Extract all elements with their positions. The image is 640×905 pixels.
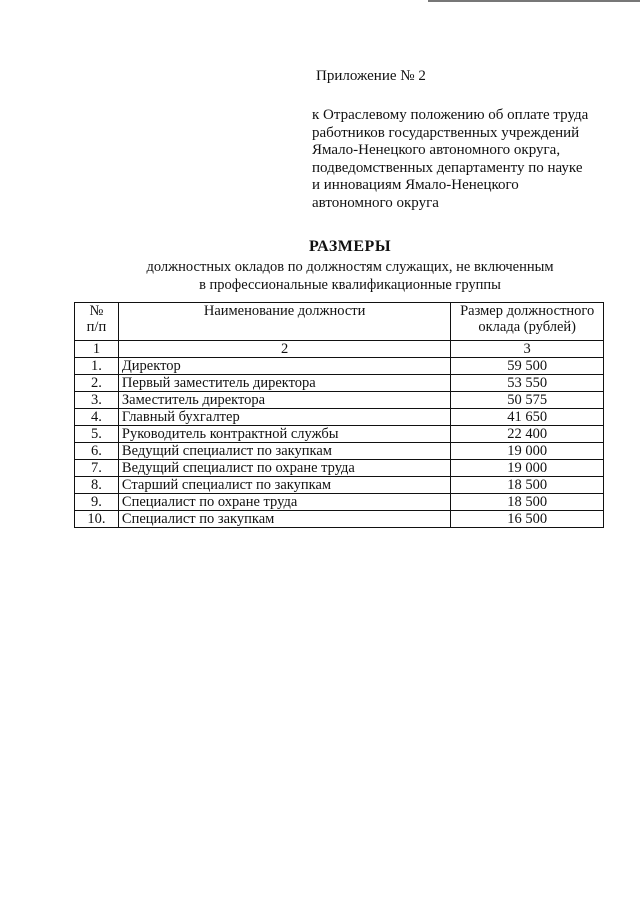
appendix-note-line: автономного округа [312,194,439,211]
salary-value: 16 500 [451,511,604,528]
row-number: 9. [75,494,119,511]
position-name: Специалист по охране труда [118,494,450,511]
position-name: Главный бухгалтер [118,409,450,426]
position-name: Первый заместитель директора [118,375,450,392]
row-number: 10. [75,511,119,528]
table-row [75,460,604,477]
table-row [75,375,604,392]
table-row [75,477,604,494]
table-header-row [75,303,604,341]
column-number: 2 [118,341,450,358]
table-row [75,392,604,409]
row-number: 7. [75,460,119,477]
row-number: 2. [75,375,119,392]
row-number: 5. [75,426,119,443]
salary-value: 19 000 [451,443,604,460]
header-salary: Размер должностного оклада (рублей) [451,303,604,341]
table-row [75,494,604,511]
salary-value: 19 000 [451,460,604,477]
table-row [75,511,604,528]
table-row [75,443,604,460]
salary-value: 18 500 [451,477,604,494]
row-number: 4. [75,409,119,426]
column-number-row [75,341,604,358]
position-name: Ведущий специалист по охране труда [118,460,450,477]
header-number: № п/п [75,303,119,341]
table-row [75,426,604,443]
salary-value: 18 500 [451,494,604,511]
row-number: 3. [75,392,119,409]
appendix-note-line: Ямало-Ненецкого автономного округа, [312,142,561,159]
row-number: 6. [75,443,119,460]
table-body [75,358,604,528]
document-subtitle [60,259,640,294]
position-name: Заместитель директора [118,392,450,409]
row-number: 1. [75,358,119,375]
position-name: Ведущий специалист по закупкам [118,443,450,460]
salary-value: 22 400 [451,426,604,443]
column-number: 3 [451,341,604,358]
salary-value: 53 550 [451,375,604,392]
position-name: Директор [118,358,450,375]
appendix-title: Приложение № 2 [316,68,426,84]
salary-value: 50 575 [451,392,604,409]
table-row [75,358,604,375]
document-title: РАЗМЕРЫ [308,238,392,255]
row-number: 8. [75,477,119,494]
salary-table [74,302,604,528]
subtitle-line: должностных окладов по должностям служащих, не включенным [146,259,554,275]
table-row [75,409,604,426]
column-number: 1 [75,341,119,358]
top-edge-rule [428,0,640,2]
header-position: Наименование должности [118,303,450,341]
subtitle-line: в профессиональные квалификационные группы [199,276,501,293]
appendix-note-line: работников государственных учреждений [312,124,580,141]
position-name: Руководитель контрактной службы [118,426,450,443]
appendix-note [312,107,612,213]
position-name: Специалист по закупкам [118,511,450,528]
salary-value: 59 500 [451,358,604,375]
appendix-note-line: и инновациям Ямало-Ненецкого [312,177,519,194]
salary-value: 41 650 [451,409,604,426]
appendix-note-line: подведомственных департаменту по науке [312,159,583,176]
position-name: Старший специалист по закупкам [118,477,450,494]
appendix-note-line: к Отраслевому положению об оплате труда [312,107,589,123]
